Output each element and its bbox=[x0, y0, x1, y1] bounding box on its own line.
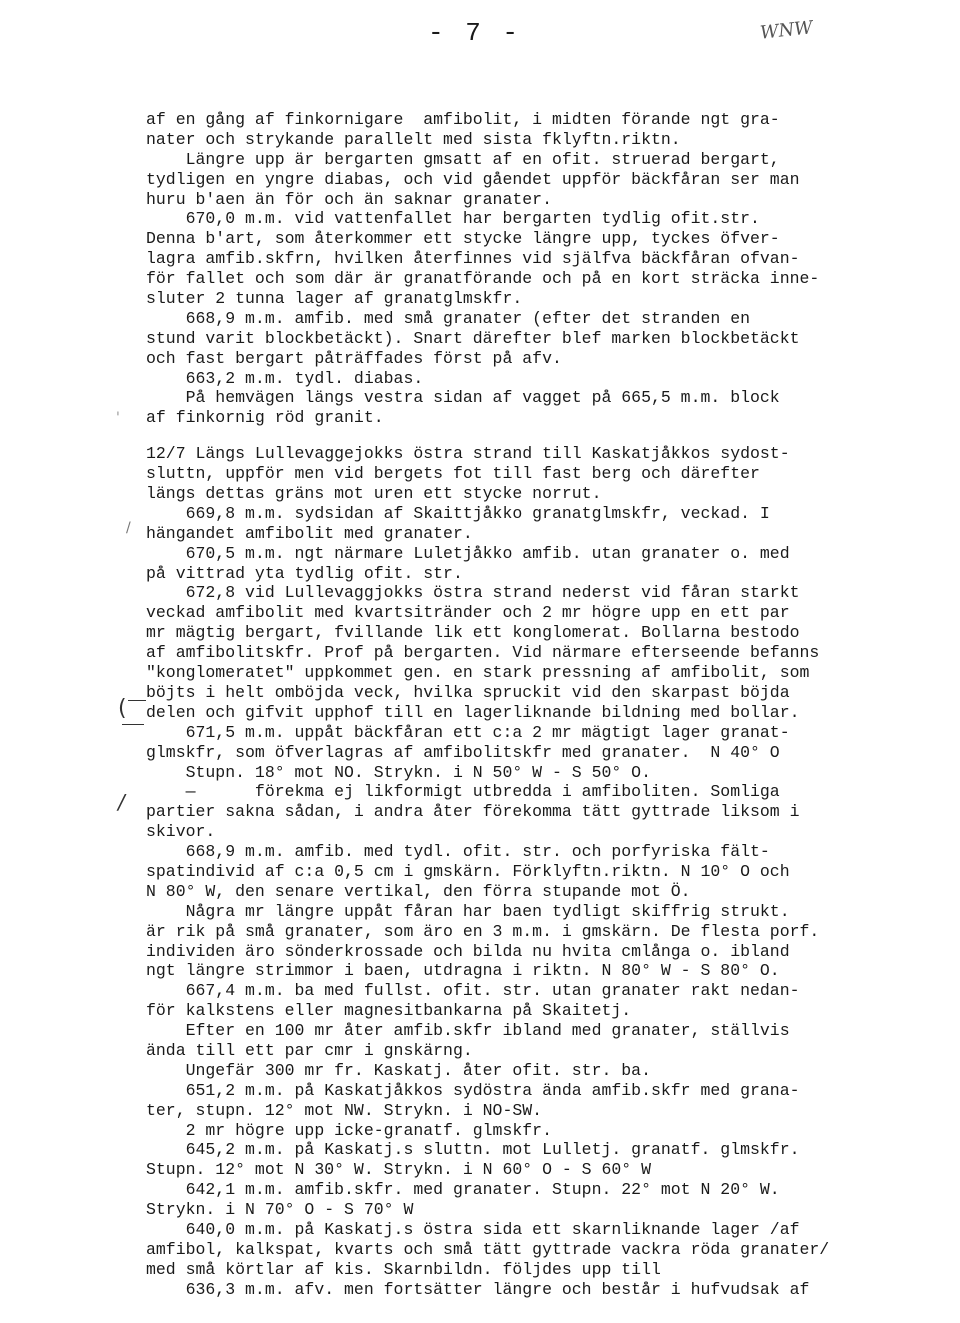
text-line: N 80° W, den senare vertikal, den förra stupande mot Ö. bbox=[146, 881, 691, 901]
text-line: 12/7 Längs Lullevaggejokks östra strand till Kaskatjåkkos sydost- bbox=[146, 444, 790, 464]
text-line: med små körtlar af kis. Skarnbildn. följdes upp till bbox=[146, 1259, 661, 1279]
text-line: 667,4 m.m. ba med fullst. ofit. str. utan granater rakt nedan- bbox=[146, 981, 800, 1001]
text-line: 651,2 m.m. på Kaskatjåkkos sydöstra ända amfib.skfr med grana- bbox=[146, 1080, 800, 1100]
typed-text-body bbox=[146, 110, 946, 1300]
text-line: sluttn, uppför men vid bergets fot till fast berg och därefter bbox=[146, 464, 760, 484]
text-line: Ungefär 300 mr fr. Kaskatj. åter ofit. str. ba. bbox=[146, 1060, 651, 1080]
text-line: huru b'aen än för och än saknar granater. bbox=[146, 189, 552, 209]
text-line: 668,9 m.m. amfib. med tydl. ofit. str. och porfyriska fält- bbox=[146, 842, 770, 862]
text-line: böjts i helt omböjda veck, hvilka spruckit vid den skarpast böjda bbox=[146, 682, 790, 702]
text-line: för kalkstens eller magnesitbankarna på Skaitetj. bbox=[146, 1001, 632, 1021]
text-line: veckad amfibolit med kvartsitränder och 2 mr högre upp en ett par bbox=[146, 603, 790, 623]
text-line: Stupn. 12° mot N 30° W. Strykn. i N 60° O - S 60° W bbox=[146, 1160, 651, 1180]
text-line: mr mägtig bergart, fvillande lik ett konglomerat. Bollarna bestodo bbox=[146, 623, 800, 643]
text-line: glmskfr, som öfverlagras af amfibolitskfr med granater. N 40° O bbox=[146, 742, 780, 762]
text-line: är rik på små granater, som äro en 3 m.m. i gmskärn. De flesta porf. bbox=[146, 921, 820, 941]
text-line: 670,5 m.m. ngt närmare Luletjåkko amfib. utan granater o. med bbox=[146, 543, 790, 563]
margin-tick-mark: ' bbox=[116, 410, 120, 426]
text-line: amfibol, kalkspat, kvarts och små tätt gyttrade vackra röda granater/ bbox=[146, 1239, 830, 1259]
paragraph-gap bbox=[146, 428, 946, 444]
margin-tick-mark: / bbox=[126, 520, 131, 536]
text-line: 669,8 m.m. sydsidan af Skaittjåkko granatglmskfr, veckad. I bbox=[146, 503, 770, 523]
text-line: 645,2 m.m. på Kaskatj.s sluttn. mot Lulletj. granatf. glmskfr. bbox=[146, 1140, 800, 1160]
text-line: sluter 2 tunna lager af granatglmskfr. bbox=[146, 289, 523, 309]
text-line: tydligen en yngre diabas, och vid gåendet uppför bäckfåran ser man bbox=[146, 169, 800, 189]
text-line: 642,1 m.m. amfib.skfr. med granater. Stupn. 22° mot N 20° W. bbox=[146, 1180, 780, 1200]
text-line: stund varit blockbetäckt). Snart därefter blef marken blockbetäckt bbox=[146, 328, 800, 348]
text-line: på vittrad yta tydlig ofit. str. bbox=[146, 563, 463, 583]
text-line: och fast bergart påträffades först på afv. bbox=[146, 348, 562, 368]
text-line: 640,0 m.m. på Kaskatj.s östra sida ett skarnliknande lager /af bbox=[146, 1219, 800, 1239]
text-line: spatindivid af c:a 0,5 cm i gmskärn. Förklyftn.riktn. N 10° O och bbox=[146, 861, 790, 881]
text-line: Strykn. i N 70° O - S 70° W bbox=[146, 1200, 414, 1220]
margin-dash-mark bbox=[122, 724, 144, 725]
text-line: 668,9 m.m. amfib. med små granater (efter det stranden en bbox=[146, 308, 750, 328]
margin-dash-mark bbox=[128, 700, 146, 701]
text-line: På hemvägen längs vestra sidan af vagget på 665,5 m.m. block bbox=[146, 388, 780, 408]
text-line: Stupn. 18° mot NO. Strykn. i N 50° W - S 50° O. bbox=[146, 762, 651, 782]
text-line: — förekma ej likformigt utbredda i amfiboliten. Somliga bbox=[146, 782, 780, 802]
text-line: nater och strykande parallelt med sista fklyftn.riktn. bbox=[146, 129, 681, 149]
text-line: ända till ett par cmr i gnskärng. bbox=[146, 1040, 473, 1060]
margin-bracket-mark: ( bbox=[118, 696, 127, 721]
text-line: af finkornig röd granit. bbox=[146, 408, 384, 428]
text-line: af amfibolitskfr. Prof på bergarten. Vid närmare efterseende befanns bbox=[146, 643, 820, 663]
text-line: för fallet och som där är granatförande och på en kort sträcka inne- bbox=[146, 269, 820, 289]
text-line: 670,0 m.m. vid vattenfallet har bergarten tydlig ofit.str. bbox=[146, 209, 760, 229]
text-line: ter, stupn. 12° mot NW. Strykn. i NO-SW. bbox=[146, 1100, 543, 1120]
text-line: "konglomeratet" uppkommet gen. en stark pressning af amfibolit, som bbox=[146, 663, 810, 683]
text-line: Några mr längre uppåt fåran har baen tydligt skiffrig strukt. bbox=[146, 901, 790, 921]
margin-slash-mark: / bbox=[118, 790, 125, 814]
page-number: - 7 - bbox=[428, 18, 522, 48]
text-line: delen och gifvit upphof till en lagerliknande bildning med bollar. bbox=[146, 702, 800, 722]
handwritten-annotation: WNW bbox=[759, 17, 814, 44]
text-line: Längre upp är bergarten gmsatt af en ofit. struerad bergart, bbox=[146, 149, 780, 169]
text-line: Denna b'art, som återkommer ett stycke längre upp, tyckes öfver- bbox=[146, 229, 780, 249]
text-line: 663,2 m.m. tydl. diabas. bbox=[146, 368, 424, 388]
text-line: hängandet amfibolit med granater. bbox=[146, 523, 473, 543]
text-line: 636,3 m.m. afv. men fortsätter längre och består i hufvudsak af bbox=[146, 1279, 810, 1299]
text-line: 672,8 vid Lullevaggjokks östra strand nederst vid fåran starkt bbox=[146, 583, 800, 603]
text-line: partier sakna sådan, i andra åter förekomma tätt gyttrade liksom i bbox=[146, 802, 800, 822]
text-line: skivor. bbox=[146, 822, 216, 842]
text-line: individen äro sönderkrossade och bilda nu hvita cmlånga o. ibland bbox=[146, 941, 790, 961]
text-line: Efter en 100 mr åter amfib.skfr ibland med granater, ställvis bbox=[146, 1021, 790, 1041]
text-line: längs dettas gräns mot uren ett stycke norrut. bbox=[146, 484, 602, 504]
text-line: lagra amfib.skfrn, hvilken återfinnes vid själfva bäckfåran ofvan- bbox=[146, 249, 800, 269]
text-line: af en gång af finkornigare amfibolit, i midten förande ngt gra- bbox=[146, 110, 780, 129]
text-line: 671,5 m.m. uppåt bäckfåran ett c:a 2 mr mägtigt lager granat- bbox=[146, 722, 790, 742]
text-line: ngt längre strimmor i baen, utdragna i riktn. N 80° W - S 80° O. bbox=[146, 961, 780, 981]
text-line: 2 mr högre upp icke-granatf. glmskfr. bbox=[146, 1120, 552, 1140]
